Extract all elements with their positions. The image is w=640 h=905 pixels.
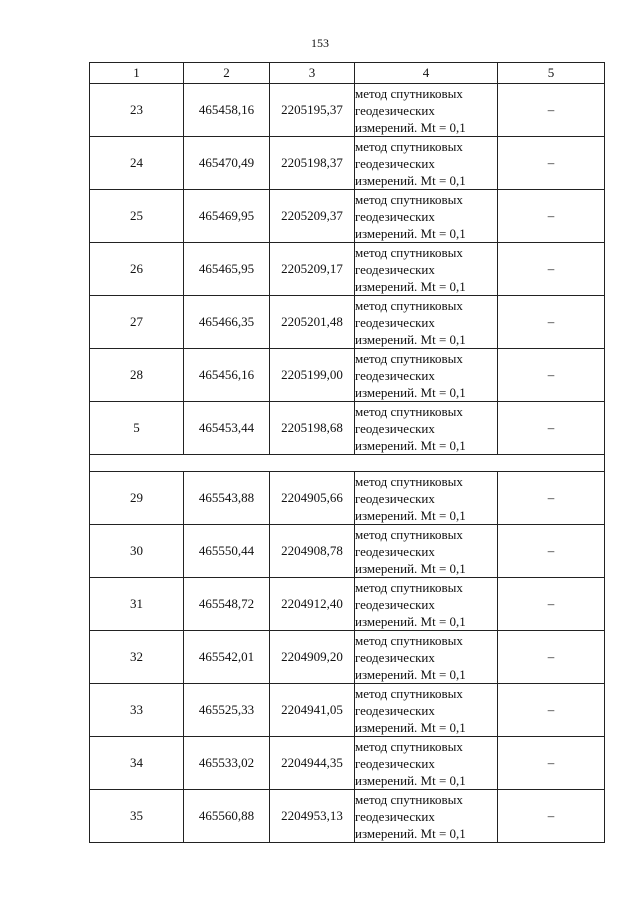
dash-cell: – [498,84,605,137]
point-number-cell: 23 [90,84,184,137]
method-line: геодезических [355,208,435,224]
point-number-cell: 5 [90,402,184,455]
x-coordinate-cell: 465465,95 [184,243,270,296]
table-row [90,349,605,402]
header-cell: 4 [355,63,498,84]
dash-cell: – [498,631,605,684]
point-number-cell: 31 [90,578,184,631]
method-line: измерений. Mt = 0,1 [355,560,466,576]
x-coordinate-cell: 465456,16 [184,349,270,402]
y-coordinate-cell: 2205199,00 [270,349,355,402]
table-row [90,190,605,243]
table-row [90,402,605,455]
table-row [90,137,605,190]
method-line: метод спутниковых [355,632,463,648]
method-line: измерений. Mt = 0,1 [355,666,466,682]
separator-cell [90,455,605,472]
method-line: метод спутниковых [355,403,463,419]
method-cell [355,790,498,843]
method-line: измерений. Mt = 0,1 [355,719,466,735]
y-coordinate-cell: 2204941,05 [270,684,355,737]
method-cell [355,349,498,402]
point-number-cell: 32 [90,631,184,684]
x-coordinate-cell: 465533,02 [184,737,270,790]
y-coordinate-cell: 2205209,17 [270,243,355,296]
separator-row [90,455,605,472]
method-line: геодезических [355,261,435,277]
method-line: геодезических [355,102,435,118]
point-number-cell: 34 [90,737,184,790]
method-line: геодезических [355,808,435,824]
method-cell [355,296,498,349]
method-line: метод спутниковых [355,350,463,366]
table-row [90,684,605,737]
method-line: геодезических [355,543,435,559]
method-cell [355,190,498,243]
dash-cell: – [498,790,605,843]
method-line: метод спутниковых [355,685,463,701]
point-number-cell: 33 [90,684,184,737]
method-line: метод спутниковых [355,526,463,542]
method-line: геодезических [355,155,435,171]
page-number: 153 [311,36,329,50]
method-line: измерений. Mt = 0,1 [355,825,466,841]
table-row [90,472,605,525]
table-row [90,84,605,137]
dash-cell: – [498,137,605,190]
y-coordinate-cell: 2204953,13 [270,790,355,843]
table-row [90,243,605,296]
method-line: геодезических [355,596,435,612]
method-line: измерений. Mt = 0,1 [355,507,466,523]
y-coordinate-cell: 2205198,68 [270,402,355,455]
method-line: метод спутниковых [355,244,463,260]
dash-cell: – [498,190,605,243]
point-number-cell: 27 [90,296,184,349]
method-line: измерений. Mt = 0,1 [355,225,466,241]
method-line: измерений. Mt = 0,1 [355,437,466,453]
header-cell: 1 [90,63,184,84]
dash-cell: – [498,296,605,349]
header-cell: 3 [270,63,355,84]
x-coordinate-cell: 465458,16 [184,84,270,137]
method-cell [355,525,498,578]
method-line: метод спутниковых [355,738,463,754]
method-cell [355,243,498,296]
method-line: измерений. Mt = 0,1 [355,613,466,629]
y-coordinate-cell: 2204912,40 [270,578,355,631]
y-coordinate-cell: 2204909,20 [270,631,355,684]
table-body [90,84,605,843]
table-row [90,578,605,631]
point-number-cell: 25 [90,190,184,243]
y-coordinate-cell: 2205198,37 [270,137,355,190]
x-coordinate-cell: 465550,44 [184,525,270,578]
table-row [90,631,605,684]
method-cell [355,402,498,455]
method-cell [355,84,498,137]
method-line: метод спутниковых [355,791,463,807]
dash-cell: – [498,578,605,631]
x-coordinate-cell: 465469,95 [184,190,270,243]
x-coordinate-cell: 465525,33 [184,684,270,737]
dash-cell: – [498,402,605,455]
y-coordinate-cell: 2204944,35 [270,737,355,790]
method-line: геодезических [355,755,435,771]
table-row [90,296,605,349]
point-number-cell: 35 [90,790,184,843]
dash-cell: – [498,349,605,402]
point-number-cell: 28 [90,349,184,402]
table-row [90,737,605,790]
method-cell [355,631,498,684]
method-line: метод спутниковых [355,297,463,313]
method-line: измерений. Mt = 0,1 [355,278,466,294]
method-line: геодезических [355,420,435,436]
y-coordinate-cell: 2205201,48 [270,296,355,349]
point-number-cell: 26 [90,243,184,296]
y-coordinate-cell: 2205195,37 [270,84,355,137]
method-line: измерений. Mt = 0,1 [355,772,466,788]
method-cell [355,472,498,525]
method-line: геодезических [355,490,435,506]
x-coordinate-cell: 465470,49 [184,137,270,190]
y-coordinate-cell: 2205209,37 [270,190,355,243]
x-coordinate-cell: 465560,88 [184,790,270,843]
y-coordinate-cell: 2204905,66 [270,472,355,525]
coordinates-table [89,62,605,843]
point-number-cell: 24 [90,137,184,190]
method-cell [355,137,498,190]
method-line: геодезических [355,314,435,330]
table-row [90,790,605,843]
method-line: измерений. Mt = 0,1 [355,172,466,188]
table-row [90,525,605,578]
dash-cell: – [498,684,605,737]
method-line: измерений. Mt = 0,1 [355,331,466,347]
method-line: метод спутниковых [355,191,463,207]
method-line: метод спутниковых [355,473,463,489]
dash-cell: – [498,472,605,525]
dash-cell: – [498,243,605,296]
method-line: геодезических [355,702,435,718]
point-number-cell: 29 [90,472,184,525]
header-cell: 2 [184,63,270,84]
x-coordinate-cell: 465453,44 [184,402,270,455]
dash-cell: – [498,525,605,578]
method-cell [355,684,498,737]
method-line: метод спутниковых [355,579,463,595]
method-line: измерений. Mt = 0,1 [355,384,466,400]
header-cell: 5 [498,63,605,84]
y-coordinate-cell: 2204908,78 [270,525,355,578]
method-cell [355,578,498,631]
method-line: метод спутниковых [355,138,463,154]
method-line: метод спутниковых [355,85,463,101]
method-line: геодезических [355,649,435,665]
method-line: геодезических [355,367,435,383]
method-line: измерений. Mt = 0,1 [355,119,466,135]
x-coordinate-cell: 465466,35 [184,296,270,349]
point-number-cell: 30 [90,525,184,578]
method-cell [355,737,498,790]
x-coordinate-cell: 465548,72 [184,578,270,631]
x-coordinate-cell: 465542,01 [184,631,270,684]
x-coordinate-cell: 465543,88 [184,472,270,525]
dash-cell: – [498,737,605,790]
header-row [90,63,605,84]
